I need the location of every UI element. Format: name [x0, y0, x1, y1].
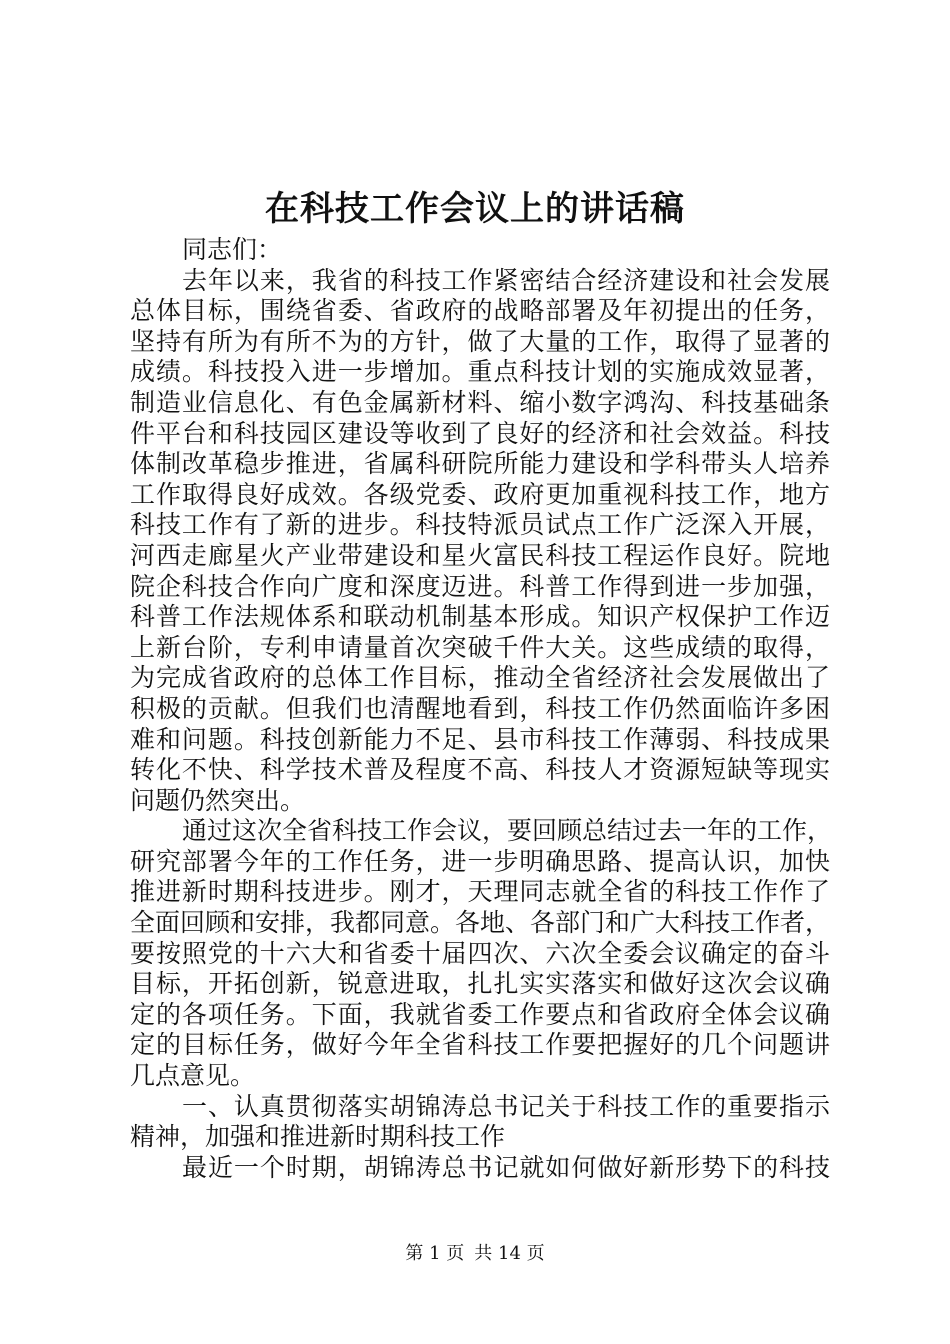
text-line: 几点意见。 — [130, 1061, 256, 1091]
text-line: 制造业信息化、有色金属新材料、缩小数字鸿沟、科技基础条 — [130, 387, 830, 417]
document-body — [130, 235, 833, 1183]
text-line: 总体目标，围绕省委、省政府的战略部署及年初提出的任务， — [130, 296, 830, 326]
text-line: 体制改革稳步推进，省属科研院所能力建设和学科带头人培养 — [130, 449, 830, 479]
text-line: 转化不快、科学技术普及程度不高、科技人才资源短缺等现实 — [130, 755, 830, 785]
text-line: 坚持有所为有所不为的方针，做了大量的工作，取得了显著的 — [130, 326, 830, 356]
text-line: 同志们： — [182, 235, 283, 264]
text-line: 科普工作法规体系和联动机制基本形成。知识产权保护工作迈 — [130, 602, 830, 632]
text-line: 定的各项任务。下面，我就省委工作要点和省政府全体会议确 — [130, 999, 830, 1029]
text-line: 精神，加强和推进新时期科技工作 — [130, 1122, 506, 1152]
text-line: 成绩。科技投入进一步增加。重点科技计划的实施成效显著， — [130, 357, 830, 387]
document-title: 在科技工作会议上的讲话稿 — [265, 189, 685, 229]
text-line: 一、认真贯彻落实胡锦涛总书记关于科技工作的重要指示 — [182, 1091, 830, 1121]
text-line: 工作取得良好成效。各级党委、政府更加重视科技工作，地方 — [130, 479, 830, 509]
text-line: 要按照党的十六大和省委十届四次、六次全委会议确定的奋斗 — [130, 938, 830, 968]
page-number: 第 1 页 — [405, 1243, 465, 1264]
text-line: 积极的贡献。但我们也清醒地看到，科技工作仍然面临许多困 — [130, 693, 830, 723]
page-total: 共 14 页 — [474, 1243, 545, 1264]
text-line: 目标，开拓创新，锐意进取，扎扎实实落实和做好这次会议确 — [130, 969, 830, 999]
text-line: 去年以来，我省的科技工作紧密结合经济建设和社会发展 — [182, 265, 830, 295]
text-line: 河西走廊星火产业带建设和星火富民科技工程运作良好。院地 — [130, 540, 830, 570]
text-line: 推进新时期科技进步。刚才，天理同志就全省的科技工作作了 — [130, 877, 830, 907]
text-line: 定的目标任务，做好今年全省科技工作要把握好的几个问题讲 — [130, 1030, 830, 1060]
text-line: 科技工作有了新的进步。科技特派员试点工作广泛深入开展， — [130, 510, 830, 540]
text-line: 全面回顾和安排，我都同意。各地、各部门和广大科技工作者， — [130, 908, 831, 938]
text-line: 研究部署今年的工作任务，进一步明确思路、提高认识，加快 — [130, 846, 830, 876]
page-footer — [0, 1242, 950, 1266]
text-line: 为完成省政府的总体工作目标，推动全省经济社会发展做出了 — [130, 663, 830, 693]
text-line: 难和问题。科技创新能力不足、县市科技工作薄弱、科技成果 — [130, 724, 830, 754]
text-line: 问题仍然突出。 — [130, 785, 306, 815]
text-line: 通过这次全省科技工作会议，要回顾总结过去一年的工作， — [182, 816, 833, 846]
text-line: 上新台阶，专利申请量首次突破千件大关。这些成绩的取得， — [130, 632, 830, 662]
text-line: 最近一个时期，胡锦涛总书记就如何做好新形势下的科技 — [182, 1152, 830, 1182]
text-line: 院企科技合作向广度和深度迈进。科普工作得到进一步加强， — [130, 571, 830, 601]
text-line: 件平台和科技园区建设等收到了良好的经济和社会效益。科技 — [130, 418, 830, 448]
